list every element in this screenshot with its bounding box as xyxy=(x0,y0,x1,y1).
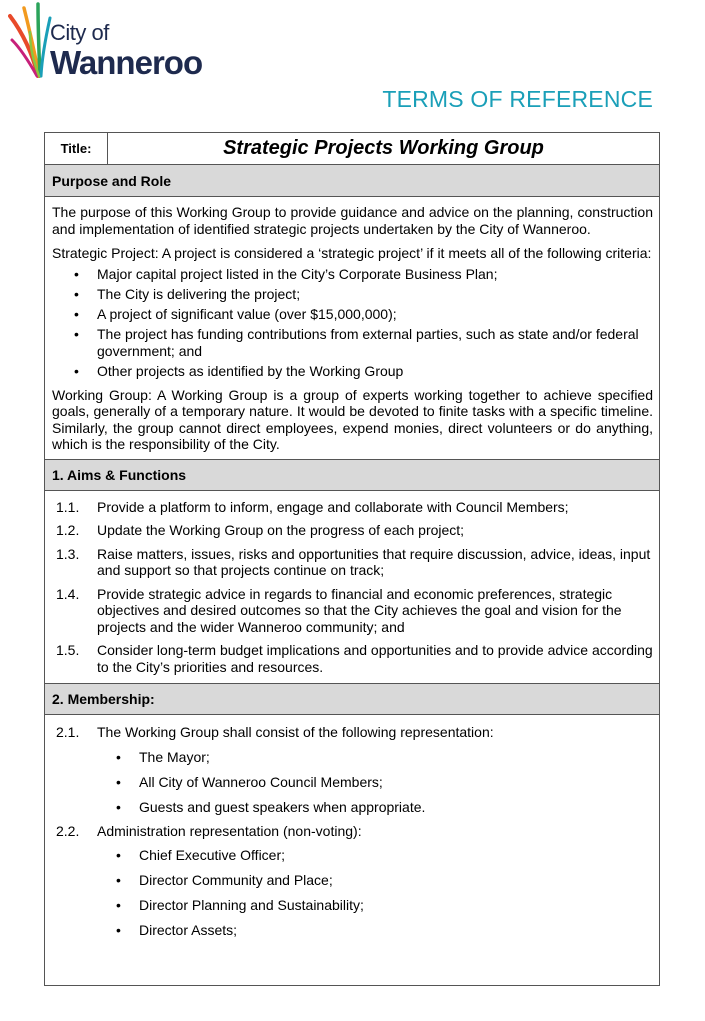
terms-of-reference-table xyxy=(44,132,660,986)
document-title: Strategic Projects Working Group xyxy=(223,137,544,159)
list-item: • Other projects as identified by the Working Group xyxy=(74,362,404,379)
list-item: • Major capital project listed in the City’s Corporate Business Plan; xyxy=(74,265,498,282)
list-item: • The project has funding contributions from external parties, such as state and/or federal government; and xyxy=(74,325,639,359)
title-row xyxy=(45,133,659,165)
criteria-intro: Strategic Project: A project is considered a ‘strategic project’ if it meets all of the following criteria: xyxy=(52,245,652,261)
list-item: • Guests and guest speakers when appropriate. xyxy=(116,798,426,815)
membership-section-body xyxy=(45,715,659,952)
document-type-heading: TERMS OF REFERENCE xyxy=(382,86,653,112)
list-item: 2.1. The Working Group shall consist of the following representation: • The Mayor; • All City of Wanneroo Council Members; • Guests and guest speakers when appropriate. xyxy=(52,724,653,816)
list-item: • A project of significant value (over $15,000,000); xyxy=(74,305,397,322)
logo-city-of-text: City of xyxy=(50,20,109,45)
aims-section-heading: 1. Aims & Functions xyxy=(45,459,659,491)
list-item: 1.3. Raise matters, issues, risks and opportunities that require discussion, advice, ideas, input and support so that projects continue on track; xyxy=(56,545,651,578)
list-item: • The City is delivering the project; xyxy=(74,285,301,302)
logo-wanneroo-text: Wanneroo xyxy=(50,44,203,81)
criteria-list xyxy=(52,266,653,380)
membership-section-heading: 2. Membership: xyxy=(45,683,659,715)
list-item: 1.2. Update the Working Group on the progress of each project; xyxy=(56,522,465,538)
purpose-section-body xyxy=(45,197,659,459)
list-item: • Director Assets; xyxy=(116,922,238,938)
list-item: • Chief Executive Officer; xyxy=(116,847,286,863)
list-item: 1.1. Provide a platform to inform, engage and collaborate with Council Members; xyxy=(56,498,569,515)
logo-grass-icon xyxy=(8,2,52,80)
working-group-definition: Working Group: A Working Group is a group of experts working together to achieve specified goals, generally of a temporary nature. It would be devoted to finite tasks with a specific timeline. Similarly, the group cannot direct employees, expend monies, direct volunteers or do anything, which is the responsibility of the City. xyxy=(52,386,653,452)
list-item: • All City of Wanneroo Council Members; xyxy=(116,773,383,790)
list-item: 2.2. Administration representation (non-voting): • Chief Executive Officer; • Director Community and Place; • Director Planning and Sustainability; • Director Assets; xyxy=(52,823,653,940)
list-item: 1.4. Provide strategic advice in regards to financial and economic preferences, strategic objectives and desired outcomes so that the City achieves the goal and vision for the projects and the wider Wanneroo community; and xyxy=(56,585,622,635)
membership-list xyxy=(52,724,653,939)
representation-list xyxy=(97,749,653,816)
purpose-section-heading: Purpose and Role xyxy=(45,165,659,197)
aims-list xyxy=(52,499,653,676)
list-item: • The Mayor; xyxy=(116,748,210,765)
list-item: • Director Community and Place; xyxy=(116,872,333,888)
city-of-wanneroo-logo xyxy=(8,2,228,82)
list-item: 1.5. Consider long-term budget implications and opportunities and to provide advice according to the City’s priorities and resources. xyxy=(56,642,653,675)
purpose-intro: The purpose of this Working Group to provide guidance and advice on the planning, construction and implementation of identified strategic projects undertaken by the City of Wanneroo. xyxy=(52,204,653,237)
administration-list xyxy=(97,847,653,939)
aims-section-body xyxy=(45,491,659,682)
list-item: • Director Planning and Sustainability; xyxy=(116,897,364,913)
title-label: Title: xyxy=(45,133,108,164)
